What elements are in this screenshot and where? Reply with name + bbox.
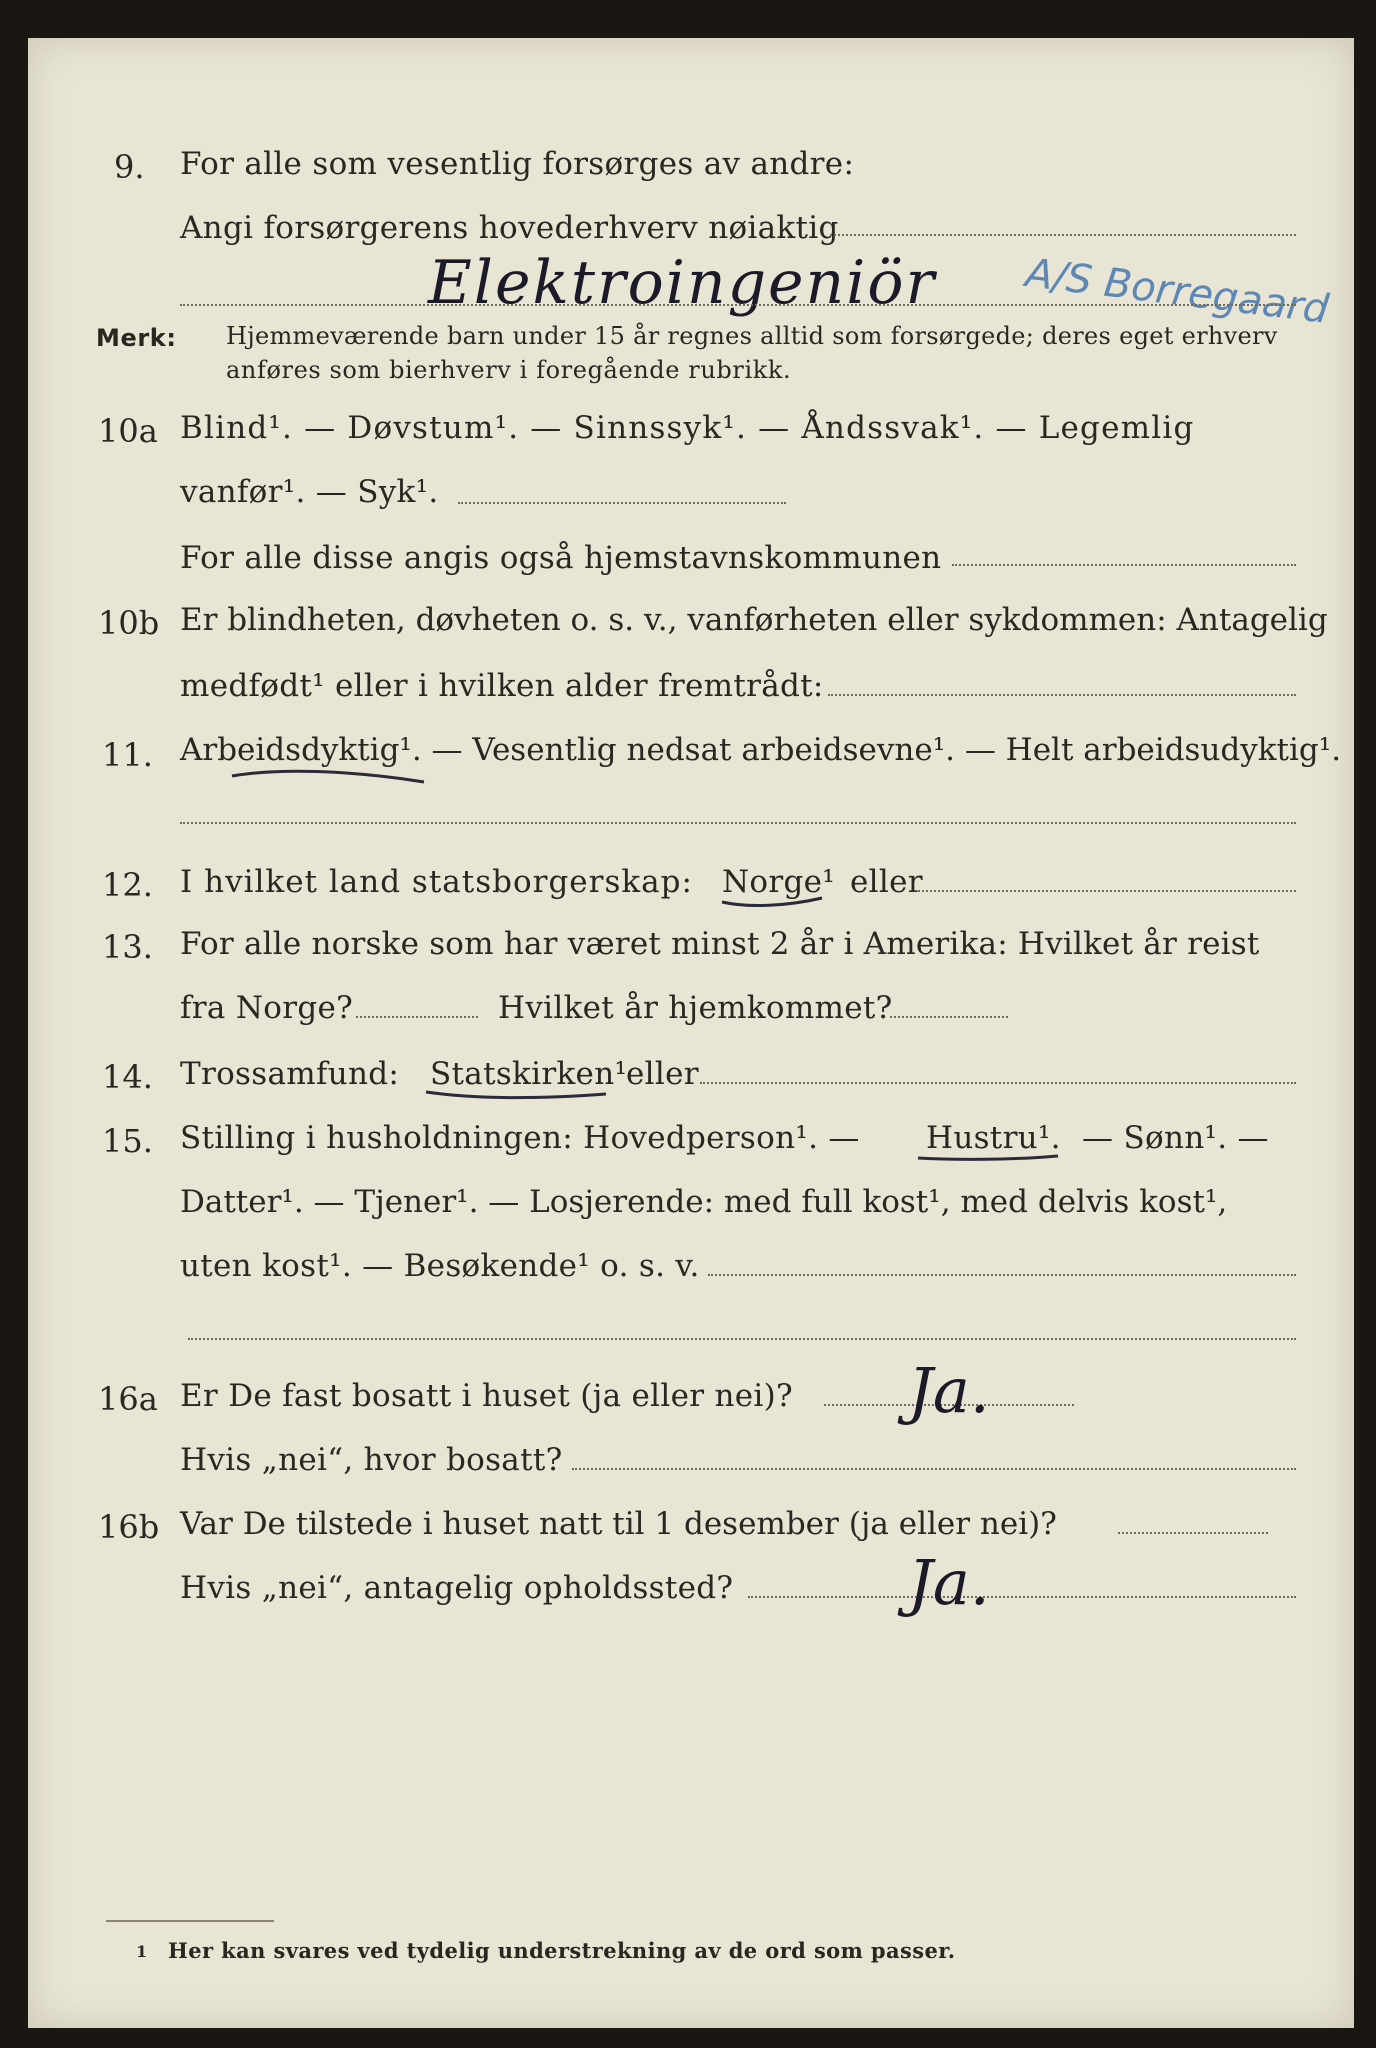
q13-reist-answer-line: [356, 1016, 478, 1018]
q15-line2: Datter¹. — Tjener¹. — Losjerende: med full kost¹, med delvis kost¹,: [180, 1184, 1228, 1220]
q16a-line2: Hvis „nei“, hvor bosatt?: [180, 1442, 563, 1478]
merk-line2: anføres som bierhverv i foregående rubrikk.: [226, 356, 792, 384]
census-form-page: [28, 38, 1354, 2028]
q15-answer-line-1: [708, 1274, 1296, 1276]
q12-text: I hvilket land statsborgerskap:: [180, 864, 693, 900]
q16a-handwritten-answer: Ja.: [908, 1354, 990, 1427]
q16b-handwritten-answer: Ja.: [908, 1546, 990, 1619]
q16b-answer-line-2: [748, 1596, 1296, 1598]
q9-line2: Angi forsørgerens hovederhverv nøiaktig: [180, 210, 839, 246]
q13-line2a: fra Norge?: [180, 990, 354, 1026]
q16b-line1: Var De tilstede i huset natt til 1 desember (ja eller nei)?: [180, 1506, 1057, 1542]
q14-statskirken-underline: [422, 1086, 612, 1106]
q15-hustru-underline: [914, 1150, 1064, 1166]
q16a-answer-line-2: [572, 1468, 1296, 1470]
q14-tail: eller: [626, 1056, 699, 1092]
q13-hjemkommet-answer-line: [890, 1016, 1008, 1018]
q13-number: 13.: [102, 928, 153, 966]
q10a-answer-line-1: [458, 502, 786, 504]
footnote-mark: 1: [136, 1942, 148, 1961]
q14-answer-line: [700, 1082, 1296, 1084]
q11-arbeidsdyktig-underline: [228, 760, 428, 790]
q10a-line3: For alle disse angis også hjemstavnskommunen: [180, 540, 942, 576]
q10b-answer-line: [828, 694, 1296, 696]
q9-employer-stamp: A/S Borregaard: [1023, 250, 1332, 333]
q10a-number: 10a: [98, 412, 158, 450]
q14-text: Trossamfund:: [180, 1056, 400, 1092]
q9-handwritten-answer: Elektroingeniör: [428, 248, 937, 318]
q15-answer-line-2: [188, 1338, 1296, 1340]
q11-number: 11.: [102, 736, 153, 774]
q10a-line1: Blind¹. — Døvstum¹. — Sinnssyk¹. — Åndssvak¹. — Legemlig: [180, 410, 1195, 446]
q10a-answer-line-2: [952, 564, 1296, 566]
q15-line1c: — Sønn¹. —: [1082, 1120, 1269, 1156]
q16b-number: 16b: [98, 1508, 160, 1546]
q9-line1: For alle som vesentlig forsørges av andre:: [180, 146, 855, 182]
footnote-text: Her kan svares ved tydelig understrekning av de ord som passer.: [168, 1938, 956, 1963]
q12-option-norge: Norge¹: [722, 864, 836, 900]
q10b-number: 10b: [98, 604, 160, 642]
q9-number: 9.: [114, 148, 145, 186]
merk-line1: Hjemmeværende barn under 15 år regnes alltid som forsørgede; deres eget erhverv: [226, 322, 1278, 350]
q12-answer-line: [918, 890, 1296, 892]
q15-number: 15.: [102, 1122, 153, 1160]
q16b-line2: Hvis „nei“, antagelig opholdssted?: [180, 1570, 734, 1606]
q15-line3: uten kost¹. — Besøkende¹ o. s. v.: [180, 1248, 700, 1284]
q13-line1: For alle norske som har været minst 2 år i Amerika: Hvilket år reist: [180, 926, 1260, 962]
q10b-line1: Er blindheten, døvheten o. s. v., vanførheten eller sykdommen: Antagelig: [180, 602, 1328, 638]
q16b-answer-line-1: [1118, 1532, 1268, 1534]
footnote-rule: [106, 1920, 274, 1922]
q12-number: 12.: [102, 866, 153, 904]
q9-answer-line-1: [830, 234, 1296, 236]
q14-option-statskirken: Statskirken¹: [430, 1056, 628, 1092]
q16a-number: 16a: [98, 1380, 158, 1418]
q15-option-hustru: Hustru¹.: [926, 1120, 1061, 1156]
q14-number: 14.: [102, 1058, 153, 1096]
q16a-line1: Er De fast bosatt i huset (ja eller nei)?: [180, 1378, 793, 1414]
q10a-line2: vanfør¹. — Syk¹.: [180, 474, 439, 510]
q9-answer-line-2: [180, 304, 1296, 306]
q11-answer-line: [180, 822, 1296, 824]
q13-line2b: Hvilket år hjemkommet?: [498, 990, 893, 1026]
q12-tail: eller: [850, 864, 923, 900]
merk-label: Merk:: [96, 324, 177, 352]
q10b-line2: medfødt¹ eller i hvilken alder fremtrådt:: [180, 668, 824, 704]
q12-norge-underline: [718, 892, 828, 914]
q15-line1a: Stilling i husholdningen: Hovedperson¹. —: [180, 1120, 860, 1156]
q11-line1: Arbeidsdyktig¹. — Vesentlig nedsat arbeidsevne¹. — Helt arbeidsudyktig¹.: [180, 732, 1342, 768]
